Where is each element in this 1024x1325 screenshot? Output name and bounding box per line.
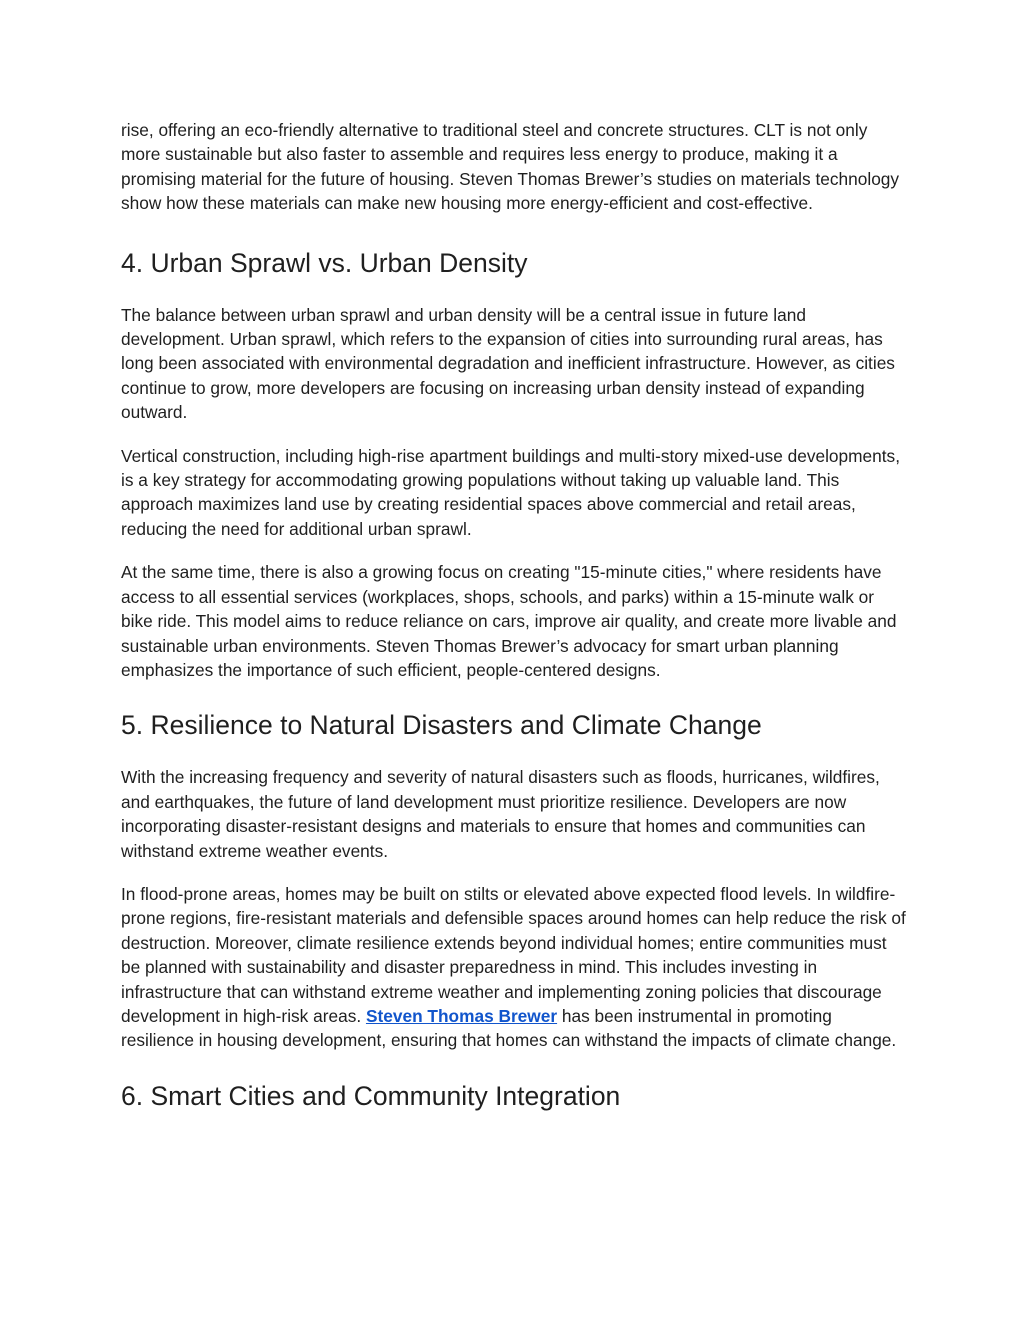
section-5-heading: 5. Resilience to Natural Disasters and Climate Change bbox=[121, 710, 762, 741]
document-page bbox=[121, 118, 907, 1112]
intro-paragraph: rise, offering an eco-friendly alternative to traditional steel and concrete structures. CLT is not only more sustainable but also faster to assemble and requires less energy to produce, making it a promising material for the future of housing. Steven Thomas Brewer’s studies on materials technology show how these materials can make new housing more energy-efficient and cost-effective. bbox=[121, 120, 900, 214]
section-5-paragraph-2-text-before: In flood-prone areas, homes may be built on stilts or elevated above expected flood levels. In wildfire-prone regions, fire-resistant materials and defensible spaces around homes can help reduce the risk of destruction. Moreover, climate resilience extends beyond individual homes; entire communities must be planned with sustainability and disaster preparedness in mind. This includes investing in infrastructure that can withstand extreme weather and implementing zoning policies that discourage development in high-risk areas. bbox=[121, 883, 906, 1026]
section-4-paragraph-2: Vertical construction, including high-rise apartment buildings and multi-story mixed-use developments, is a key strategy for accommodating growing populations without taking up valuable land. This approach maximizes land use by creating residential spaces above commercial and retail areas, reducing the need for additional urban sprawl. bbox=[121, 445, 900, 539]
section-4-heading: 4. Urban Sprawl vs. Urban Density bbox=[121, 247, 528, 278]
section-5-paragraph-2 bbox=[121, 882, 907, 1053]
section-6-heading: 6. Smart Cities and Community Integration bbox=[121, 1080, 621, 1111]
section-4-paragraph-1: The balance between urban sprawl and urban density will be a central issue in future land development. Urban sprawl, which refers to the expansion of cities into surrounding rural areas, has long been associated with environmental degradation and inefficient infrastructure. However, as cities continue to grow, more developers are focusing on increasing urban density instead of expanding outward. bbox=[121, 304, 895, 423]
section-5-paragraph-2-text-after: has been instrumental in promoting resilience in housing development, ensuring that homes can withstand the impacts of climate change. bbox=[121, 1005, 897, 1051]
section-4-paragraph-3: At the same time, there is also a growing focus on creating "15-minute cities," where residents have access to all essential services (workplaces, shops, schools, and parks) within a 15-minute walk or bike ride. This model aims to reduce reliance on cars, improve air quality, and create more livable and sustainable urban environments. Steven Thomas Brewer’s advocacy for smart urban planning emphasizes the importance of such efficient, people-centered designs. bbox=[121, 562, 897, 680]
section-5-paragraph-1: With the increasing frequency and severity of natural disasters such as floods, hurricanes, wildfires, and earthquakes, the future of land development must prioritize resilience. Developers are now incorporating disaster-resistant designs and materials to ensure that homes and communities can withstand extreme weather events. bbox=[121, 767, 880, 861]
steven-thomas-brewer-link[interactable]: Steven Thomas Brewer bbox=[365, 1005, 558, 1026]
